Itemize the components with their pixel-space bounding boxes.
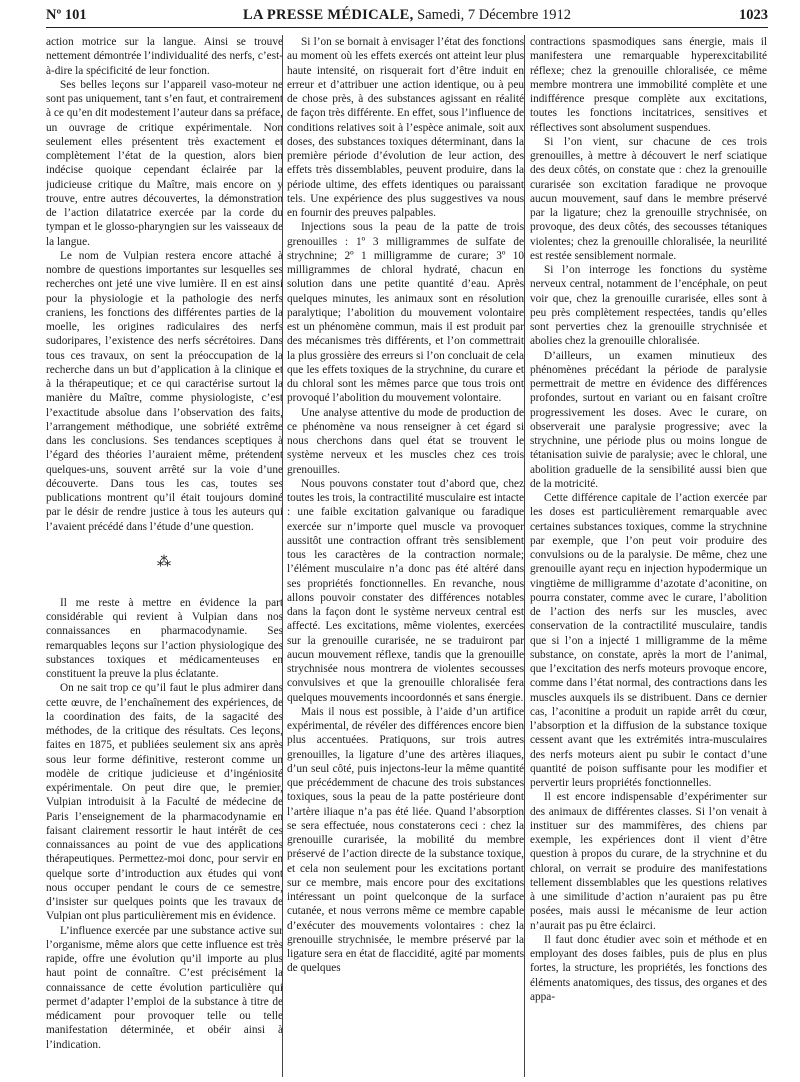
issue-date: Samedi, 7 Décembre 1912 <box>417 7 571 23</box>
journal-name: LA PRESSE MÉDICALE, <box>243 7 414 23</box>
header-rule <box>46 27 768 28</box>
column-3 <box>530 35 767 1077</box>
paragraph: Injections sous la peau de la patte de trois grenouilles : 1º 3 milligrammes de sulfate de strychnine; 2º 1 milligramme de curare; 3º 10 milligrammes de chloral hydraté, chacun en solution dans une petite quantité d’eau. Après quelques minutes, les animaux sont en résolution paralytique; l’abolition du mouvement volontaire est un phénomène commun, mais il est produit par des mécanismes très différents, et l’on commettrait la plus grossière des erreurs si l’on concluait de cela que les effets toxiques de la strychnine, du curare et du chloral sont les mêmes parce que tous trois ont provoqué l’abolition du mouvement volontaire. <box>287 221 524 405</box>
column-1 <box>46 35 283 1077</box>
paragraph: Cette différence capitale de l’action exercée par les doses est particulièrement remarquable avec certaines substances toxiques, comme la strychnine par exemple, que l’on peut voir produire des convulsions ou de la paralysie. De même, chez une grenouille ayant reçu en injection hypodermique un vingtième de milligramme d’azotate d’aconitine, on pourra constater, comme avec le curare, l’abolition de l’action des nerfs sur les muscles, avec conservation de la contractilité musculaire, tandis que si l’on a injecté 1 milligramme de la même substance, on constate, après la mort de l’animal, que l’excitation des nerfs moteurs provoque encore, comme dans l’état normal, des contractions dans les muscles auxquels ils se distribuent. Dans ce dernier cas, l’aconitine a produit un rapide arrêt du cœur, l’absorption et la diffusion de la substance toxique cessent avant que les extrémités intra-musculaires des nerfs moteurs aient pu subir le contact d’une quantité de poison suffisante pour les modifier et pervertir leurs propriétés fonctionnelles. <box>530 492 767 789</box>
page-number: 1023 <box>739 7 768 23</box>
paragraph: Une analyse attentive du mode de production de ce phénomène va nous renseigner à cet égard si nous cherchons dans quel état se trouvent le système nerveux et les muscles chez ces trois grenouilles. <box>287 406 524 476</box>
paragraph: action motrice sur la langue. Ainsi se trouve nettement démontrée l’individualité des nerfs, c’est-à-dire la spécificité de leur fonction. <box>46 36 283 77</box>
paragraph: Si l’on vient, sur chacune de ces trois grenouilles, à mettre à découvert le nerf sciatique des deux côtés, on constate que : chez la grenouille curarisée son excitation faradique ne provoque aucun mouvement, sauf dans le membre préservé par la ligature; chez la grenouille strychnisée, on provoque, des deux côtés, des secousses tétaniques violentes; chez la grenouille chloralisée, la neurilité est restée sensiblement normale. <box>530 135 767 262</box>
paragraph: Si l’on interroge les fonctions du système nerveux central, notamment de l’encéphale, on peut voir que, chez la grenouille curarisée, elles sont à peu près complètement respectées, tandis qu’elles sont perverties chez la grenouille strychnisée et abolies chez la grenouille chloralisée. <box>530 264 767 348</box>
paragraph: On ne sait trop ce qu’il faut le plus admirer dans cette œuvre, de l’enchaînement des expériences, de la coordination des faits, de la sagacité des méthodes, de la critique des résultats. Ces leçons, faites en 1875, et publiées seulement six ans après sous leur forme définitive, resteront comme un modèle de critique judicieuse et d’ingéniosité expérimentale. On peut dire que, le premier, Vulpian introduisit à la Faculté de médecine de Paris l’enseignement de la pharmacodynamie en faisant clairement ressortir le haut intérêt de ces connaissances au point de vue des applications thérapeutiques. Permettez-moi donc, pour servir en quelque sorte d’introduction aux études qui vont nous occuper pendant le cours de ce semestre, d’insister sur quelques points que les travaux de Vulpian ont plus particulièrement mis en évidence. <box>46 682 283 923</box>
paragraph: Ses belles leçons sur l’appareil vaso-moteur ne sont pas uniquement, tant s’en faut, et contrairement à ce qu’en dit modestement l’auteur dans sa préface, un ouvrage de critique expérimentale. Non seulement elles présentent très exactement et complètement l’état de la question, alors bien indécise quoique cependant éclairée par la judicieuse critique du Maître, mais encore on y trouve, entre autres découvertes, la démonstration de l’action dilatatrice exercée par la corde du tympan et le glosso-pharyngien sur les vaisseaux de la langue. <box>46 78 283 248</box>
column-2 <box>287 35 524 1077</box>
asterism: ⁂ <box>157 554 172 570</box>
paragraph: Il me reste à mettre en évidence la part considérable qui revient à Vulpian dans nos connaissances en pharmacodynamie. Ses remarquables leçons sur l’action physiologique des substances toxiques et médicamenteuses en constituent la preuve la plus éclatante. <box>46 596 283 680</box>
paragraph: Le nom de Vulpian restera encore attaché à nombre de questions importantes sur lesquelles ses recherches ont jeté une vive lumière. Il en est ainsi pour la physiologie et la pathologie des nerfs craniens, les fonctions des différentes parties de la moelle, les origines radiculaires des nerfs sudoripares, l’existence des nerfs sécrétoires. Dans tous ces travaux, on sent la préoccupation de la recherche dans un but d’application à la clinique et à la thérapeutique; et ce qui caractérise surtout la manière du Maître, comme physiologiste, c’est l’exactitude absolue dans l’observation des faits, l’arrangement méthodique, une sobriété extrême dans les conclusions. Ses tendances sceptiques à l’égard des théories l’auraient même, prétendent quelques-uns, souvent arrêté sur la voie d’une découverte. Dans tous les cas, toutes ses publications montrent qu’il était toujours dominé par le désir de rendre justice à tous les auteurs qui l’avaient précédé dans l’étude d’une question. <box>46 249 283 533</box>
paragraph: Il est encore indispensable d’expérimenter sur des animaux de différentes classes. Si l’on venait à instituer sur des mammifères, des chiens par exemple, les expériences dont il vient d’être question à propos du curare, de la strychnine et du chloral, on verrait se produire des manifestations tellement dissemblables que les questions relatives à une similitude d’action n’auraient pas pu être posées, mais aussi le mécanisme de leur action n’aurait pas pu être éclairci. <box>530 791 767 932</box>
issue-number: Nº 101 <box>46 7 87 23</box>
paragraph: L’influence exercée par une substance active sur l’organisme, même alors que cette influence est très rapide, offre une évolution qu’il importe au plus haut point de connaître. C’est précisément la connaissance de cette évolution particulière qui permet d’adapter l’emploi de la substance à titre de médicament pour provoquer telle ou telle manifestation déterminée, et obéir ainsi à l’indication. <box>46 924 283 1051</box>
column-divider <box>282 35 283 1077</box>
paragraph: contractions spasmodiques sans énergie, mais il manifestera une remarquable hyperexcitabilité réflexe; chez la grenouille chloralisée, ce même membre montrera une immobilité complète et une indifférence presque complète aux excitations, toutes les fonctions incitatrices, sensitives et réflectives sont absolument suspendues. <box>530 36 767 134</box>
column-divider <box>524 35 525 1077</box>
paragraph: Nous pouvons constater tout d’abord que, chez toutes les trois, la contractilité musculaire est intacte : une faible excitation galvanique ou faradique exercée sur n’importe quel muscle va provoquer aussitôt une contraction offrant très sensiblement tous les caractères de la contraction normale; l’élément musculaire n’a donc pas été altéré dans ses propriétés fonctionnelles. En revanche, nous allons pouvoir constater des différences notables dans la façon dont le système nerveux central est affecté. Les excitations, même violentes, exercées sur la grenouille curarisée, ne se traduiront par aucun mouvement réflexe, tandis que la grenouille strychnisée nous montrera de violentes secousses convulsives et que la grenouille chloralisée fera quelques mouvements incoordonnés et sans énergie. <box>287 477 524 704</box>
paragraph: Si l’on se bornait à envisager l’état des fonctions au moment où les effets exercés ont atteint leur plus haute intensité, on risquerait fort d’être induit en erreur et d’attribuer une action identique, ou à peu de chose près, à des substances agissant en réalité de façon très différente. En effet, sous l’influence de conditions relatives soit à l’espèce animale, soit aux doses, des substances toxiques déterminant, dans la première période d’évolution de leur action, des effets très dissemblables, peuvent produire, dans la période ultime, des effets identiques ou paraissant tels. Une expérience des plus suggestives va nous en fournir des preuves palpables. <box>287 36 524 219</box>
section-separator <box>46 556 283 570</box>
paragraph: D’ailleurs, un examen minutieux des phénomènes précédant la période de paralysie permettrait de mettre en évidence des différences profondes, surtout en variant ou en faisant croître progressivement les doses. Avec le curare, on observerait une paralysie progressive; avec la strychnine, une période plus ou moins longue de tétanisation suivie de paralysie; avec le chloral, une abolition graduelle de la sensibilité aussi bien que de la motricité. <box>530 349 767 490</box>
running-header <box>46 4 768 26</box>
paragraph: Il faut donc étudier avec soin et méthode et en employant des doses faibles, puis de plus en plus fortes, la structure, les propriétés, les fonctions des éléments anatomiques, des tissus, des organes et des appa- <box>530 933 767 1003</box>
paragraph: Mais il nous est possible, à l’aide d’un artifice expérimental, de révéler des différences encore bien plus accentuées. Pratiquons, sur trois autres grenouilles, la ligature d’une des artères iliaques, d’un seul côté, puis injectons-leur la même quantité que précédemment de chacune des trois substances toxiques, sous la peau de la patte postérieure dont l’artère iliaque n’a pas été liée. Quand l’absorption se sera effectuée, nous constaterons ceci : chez la grenouille curarisée, la mobilité du membre préservé de l’action directe de la substance toxique, et cela non seulement pour les excitations portant sur ce membre, mais encore pour des excitations intéressant un point quelconque de la surface cutanée, et nous verrons même ce membre capable d’exécuter des mouvements volontaires : chez la grenouille strychnisée, le membre préservé par la ligature sera en état de flaccidité, agité par moments de quelques <box>287 705 524 975</box>
journal-title-line <box>46 4 768 26</box>
